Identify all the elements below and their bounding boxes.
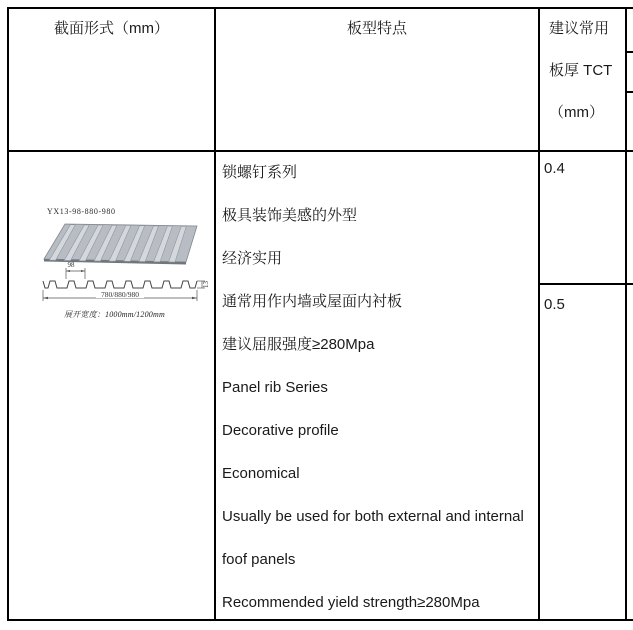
dim-13-label: 13 xyxy=(202,281,210,288)
dim-rib-pitch xyxy=(66,268,85,279)
feature-line: Usually be used for both external and internal xyxy=(222,508,524,525)
thickness-value-04: 0.4 xyxy=(544,160,565,177)
unfold-width-caption: 展开宽度：1000mm/1200mm xyxy=(64,310,165,319)
header-col3-line-2: 板厚 TCT xyxy=(549,62,613,79)
features-list xyxy=(222,151,538,624)
header-col1-section-form: 截面形式（mm） xyxy=(54,20,169,37)
feature-line: 锁螺钉系列 xyxy=(222,164,298,181)
feature-line: foof panels xyxy=(222,551,296,568)
thickness-value-05: 0.5 xyxy=(544,296,565,313)
profile-outline xyxy=(43,281,197,288)
dim-width-label: 780/880/980 xyxy=(101,290,139,299)
header-col3-line-1: 建议常用 xyxy=(549,20,610,37)
header-col2-panel-features: 板型特点 xyxy=(346,20,407,37)
feature-line: Decorative profile xyxy=(222,422,339,439)
feature-line: 极具装饰美感的外型 xyxy=(222,207,358,224)
feature-line: 经济实用 xyxy=(222,250,283,267)
thickness-row-divider xyxy=(538,283,633,285)
feature-line: Panel rib Series xyxy=(222,379,328,396)
col-divider-1 xyxy=(214,7,216,621)
dim-98-label: 98 xyxy=(67,261,75,269)
table-border-left xyxy=(7,7,9,621)
panel-model-label: YX13-98-880-980 xyxy=(47,207,116,216)
col-divider-2 xyxy=(538,7,540,621)
section-profile-drawing xyxy=(36,256,211,304)
feature-line: 通常用作内墙或屋面内衬板 xyxy=(222,293,403,310)
feature-line: Recommended yield strength≥280Mpa xyxy=(222,594,480,611)
feature-line: Economical xyxy=(222,465,300,482)
header-col3-line-3: （mm） xyxy=(549,104,604,121)
header-col3-thickness xyxy=(549,21,629,147)
feature-line: 建议屈服强度≥280Mpa xyxy=(222,336,375,353)
